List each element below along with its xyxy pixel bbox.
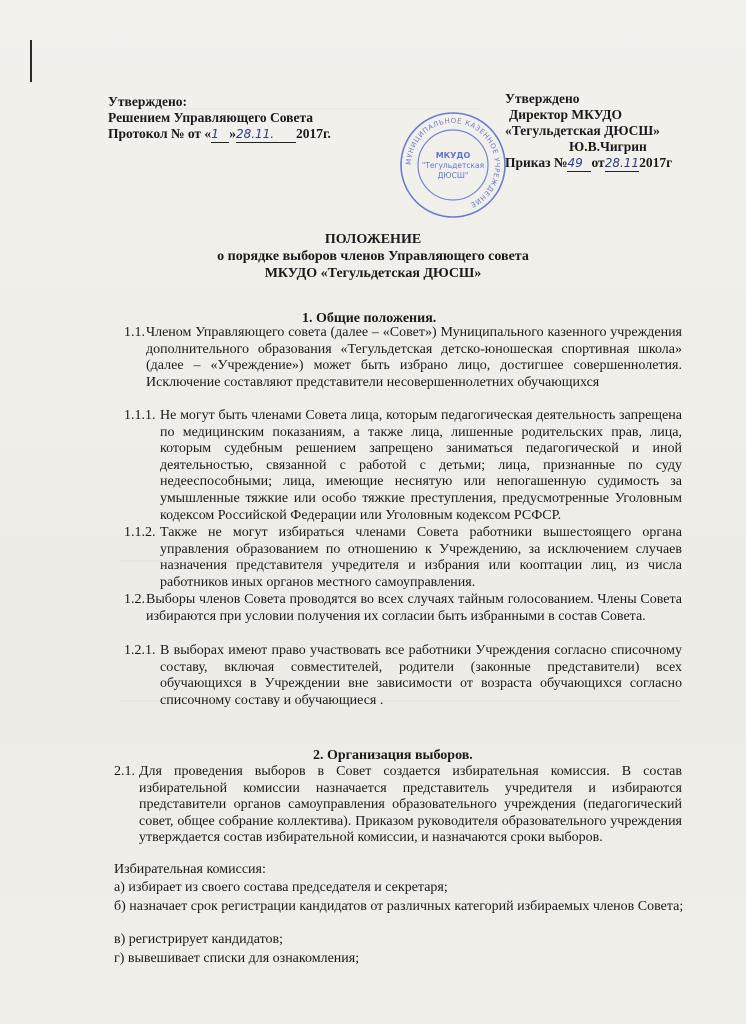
official-stamp: [398, 110, 508, 220]
approval-block-left: [108, 94, 331, 143]
protocol-date: 28.11.: [236, 126, 296, 143]
approval-left-line2: Решением Управляющего Совета: [108, 110, 314, 125]
clause-1-2: Выборы членов Совета проводятся во всех случаях тайным голосованием. Члены Совета избираются при условии получения их согласии быть избранными в состав Совета.: [146, 592, 682, 624]
order-suffix: 2017г: [639, 155, 673, 170]
clause-number: 1.1.2.: [124, 525, 156, 540]
commission-item-v: в) регистрирует кандидатов;: [114, 932, 283, 947]
director-name: Ю.В.Чигрин: [569, 139, 647, 154]
stamp-center-line2: "Тегульдетская: [421, 161, 485, 170]
document-organization: МКУДО «Тегульдетская ДЮСШ»: [264, 266, 482, 281]
section-2-heading: 2. Организация выборов.: [313, 748, 473, 763]
stamp-center-line1: МКУДО: [435, 151, 471, 160]
protocol-line: [108, 126, 331, 143]
scan-edge-mark: [30, 40, 32, 82]
section-1-heading: 1. Общие положения.: [302, 311, 437, 326]
clause-number: 1.2.1.: [124, 643, 156, 658]
approval-block-right: [505, 91, 672, 172]
clause-2-1: Для проведения выборов в Совет создается избирательная комиссия. В состав избирательной комиссии назначается представитель учредителя и избираются представители органов самоуправления образовательного учреждения (педагогический совет, общее собрание коллектива). Приказом руководителя образовательного учреждения утверждается состав избирательной комиссии, и назначаются сроки выборов.: [139, 764, 682, 846]
protocol-prefix: Протокол № от «: [108, 126, 212, 141]
clause-1-1-2: Также не могут избираться членами Совета работники вышестоящего органа управления образованием по отношению к Учреждению, за исключением случаев назначения представителя учредителя и избрания или кооптации лиц, из числа работников иных органов местного самоуправления.: [160, 525, 682, 590]
commission-label: Избирательная комиссия:: [114, 862, 266, 877]
document-subtitle: о порядке выборов членов Управляющего совета: [217, 249, 529, 264]
commission-item-g: г) вывешивает списки для ознакомления;: [114, 951, 360, 966]
clause-number: 2.1.: [114, 764, 135, 779]
clause-number: 1.1.1.: [124, 408, 156, 423]
order-prefix: Приказ №: [505, 155, 568, 170]
order-line: [505, 155, 672, 172]
clause-number: 1.2.: [124, 592, 145, 607]
stamp-center-line3: ДЮСШ": [437, 171, 469, 180]
clause-1-2-1: В выборах имеют право участвовать все работники Учреждения согласно списочному составу, включая совместителей, родители (законные представители) всех обучающихся в Учреждении вне зависимости от возраста обучающихся согласно списочному составу и обучающиеся .: [160, 643, 682, 708]
stamp-ring-text: МУНИЦИПАЛЬНОЕ КАЗЕННОЕ УЧРЕЖДЕНИЕ: [404, 116, 502, 209]
commission-item-b: б) назначает срок регистрации кандидатов от различных категорий избираемых членов Совета;: [114, 899, 684, 914]
approval-right-line3: «Тегульдетская ДЮСШ»: [505, 123, 660, 138]
order-date: 28.11: [604, 156, 640, 170]
clause-1-1-1: Не могут быть членами Совета лица, которым педагогическая деятельность запрещена по медицинским показаниям, а также лица, лишенные родительских прав, лица, которым судебным решением запрещено заниматься педагогической и иной деятельностью, связанной с работой с детьми; лица, признанные по суду недееспособными; лица, имеющие неснятую или непогашенную судимость за умышленные тяжкие или особо тяжкие преступления, предусмотренные Уголовным кодексом Российской Федерации или Уголовным кодексом РСФСР.: [160, 408, 682, 523]
protocol-suffix: 2017г.: [295, 126, 331, 141]
director-signature-line: [505, 139, 672, 155]
order-mid: от: [591, 155, 605, 170]
protocol-mid: »: [229, 126, 236, 141]
document-title: ПОЛОЖЕНИЕ: [324, 232, 422, 247]
approval-right-line2: Директор МКУДО: [509, 107, 623, 122]
approval-right-line1: Утверждено: [505, 91, 580, 106]
approval-left-line1: Утверждено:: [108, 94, 187, 109]
clause-1-1: Членом Управляющего совета (далее – «Совет») Муниципального казенного учреждения дополнительного образования «Тегульдетская детско-юношеская спортивная школа» (далее – «Учреждение») может быть избрано лицо, достигшее совершеннолетия. Исключение составляют представители несовершеннолетних обучающихся: [146, 325, 682, 390]
commission-item-a: а) избирает из своего состава председателя и секретаря;: [114, 880, 448, 895]
protocol-day: 1: [211, 126, 229, 143]
clause-number: 1.1.: [124, 325, 145, 340]
order-number: 49: [567, 155, 591, 172]
